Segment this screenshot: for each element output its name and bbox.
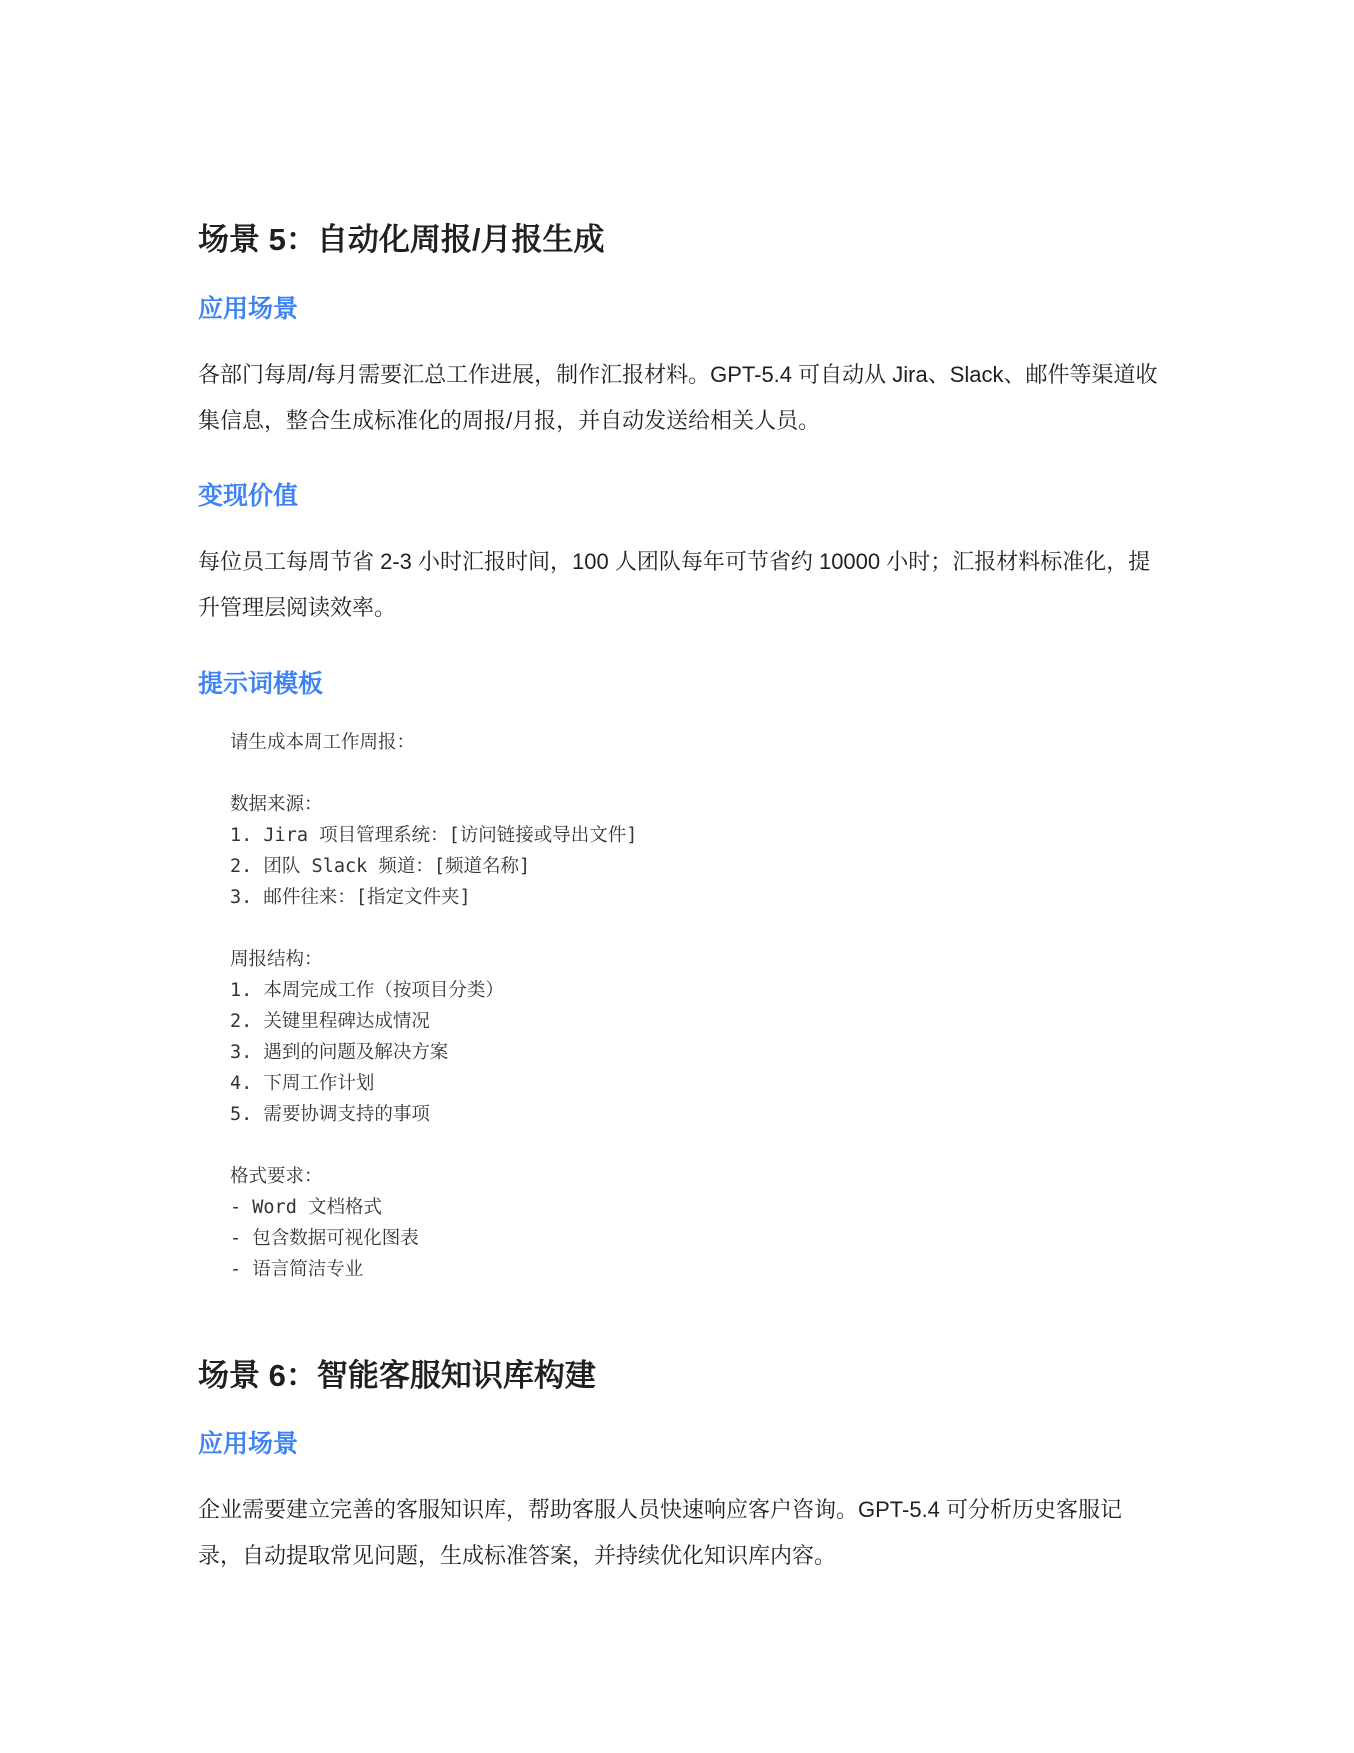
prompt-line: - Word 文档格式: [230, 1197, 382, 1218]
scene5-title: 场景 5：自动化周报/月报生成: [198, 222, 605, 257]
scene6-application-text: 企业需要建立完善的客服知识库，帮助客服人员快速响应客户咨询。GPT-5.4 可分析历史客服记录，自动提取常见问题，生成标准答案，并持续优化知识库内容。: [198, 1497, 1123, 1568]
prompt-line: 格式要求：: [230, 1166, 323, 1187]
prompt-line: 5. 需要协调支持的事项: [230, 1104, 430, 1125]
scene5-application-text: 各部门每周/每月需要汇总工作进展，制作汇报材料。GPT-5.4 可自动从 Jira、Slack、邮件等渠道收集信息，整合生成标准化的周报/月报，并自动发送给相关人员。: [198, 362, 1158, 433]
prompt-line: 数据来源：: [230, 794, 323, 815]
prompt-line: 4. 下周工作计划: [230, 1073, 375, 1094]
scene6-title: 场景 6：智能客服知识库构建: [198, 1358, 596, 1393]
prompt-line: 1. 本周完成工作（按项目分类）: [230, 980, 504, 1001]
prompt-line: 3. 遇到的问题及解决方案: [230, 1042, 449, 1063]
prompt-line: 请生成本周工作周报：: [230, 732, 416, 753]
prompt-line: 1. Jira 项目管理系统：[访问链接或导出文件]: [230, 825, 638, 846]
prompt-line: [230, 913, 637, 944]
prompt-line: 3. 邮件往来：[指定文件夹]: [230, 887, 471, 908]
scene5-prompt-heading: 提示词模板: [198, 670, 324, 698]
prompt-line: 2. 关键里程碑达成情况: [230, 1011, 430, 1032]
scene5-value-text: 每位员工每周节省 2-3 小时汇报时间，100 人团队每年可节省约 10000 小时；汇报材料标准化，提升管理层阅读效率。: [198, 549, 1151, 620]
prompt-line: [230, 758, 637, 789]
scene5-application-heading: 应用场景: [198, 295, 299, 323]
scene5-value-heading: 变现价值: [198, 482, 299, 510]
scene6-application-heading: 应用场景: [198, 1430, 299, 1458]
prompt-line: - 包含数据可视化图表: [230, 1228, 419, 1249]
prompt-line: 2. 团队 Slack 频道：[频道名称]: [230, 856, 531, 877]
prompt-line: - 语言简洁专业: [230, 1259, 364, 1280]
prompt-line: 周报结构：: [230, 949, 323, 970]
prompt-line: [230, 1130, 637, 1161]
prompt-template-code-block: [230, 727, 637, 1285]
